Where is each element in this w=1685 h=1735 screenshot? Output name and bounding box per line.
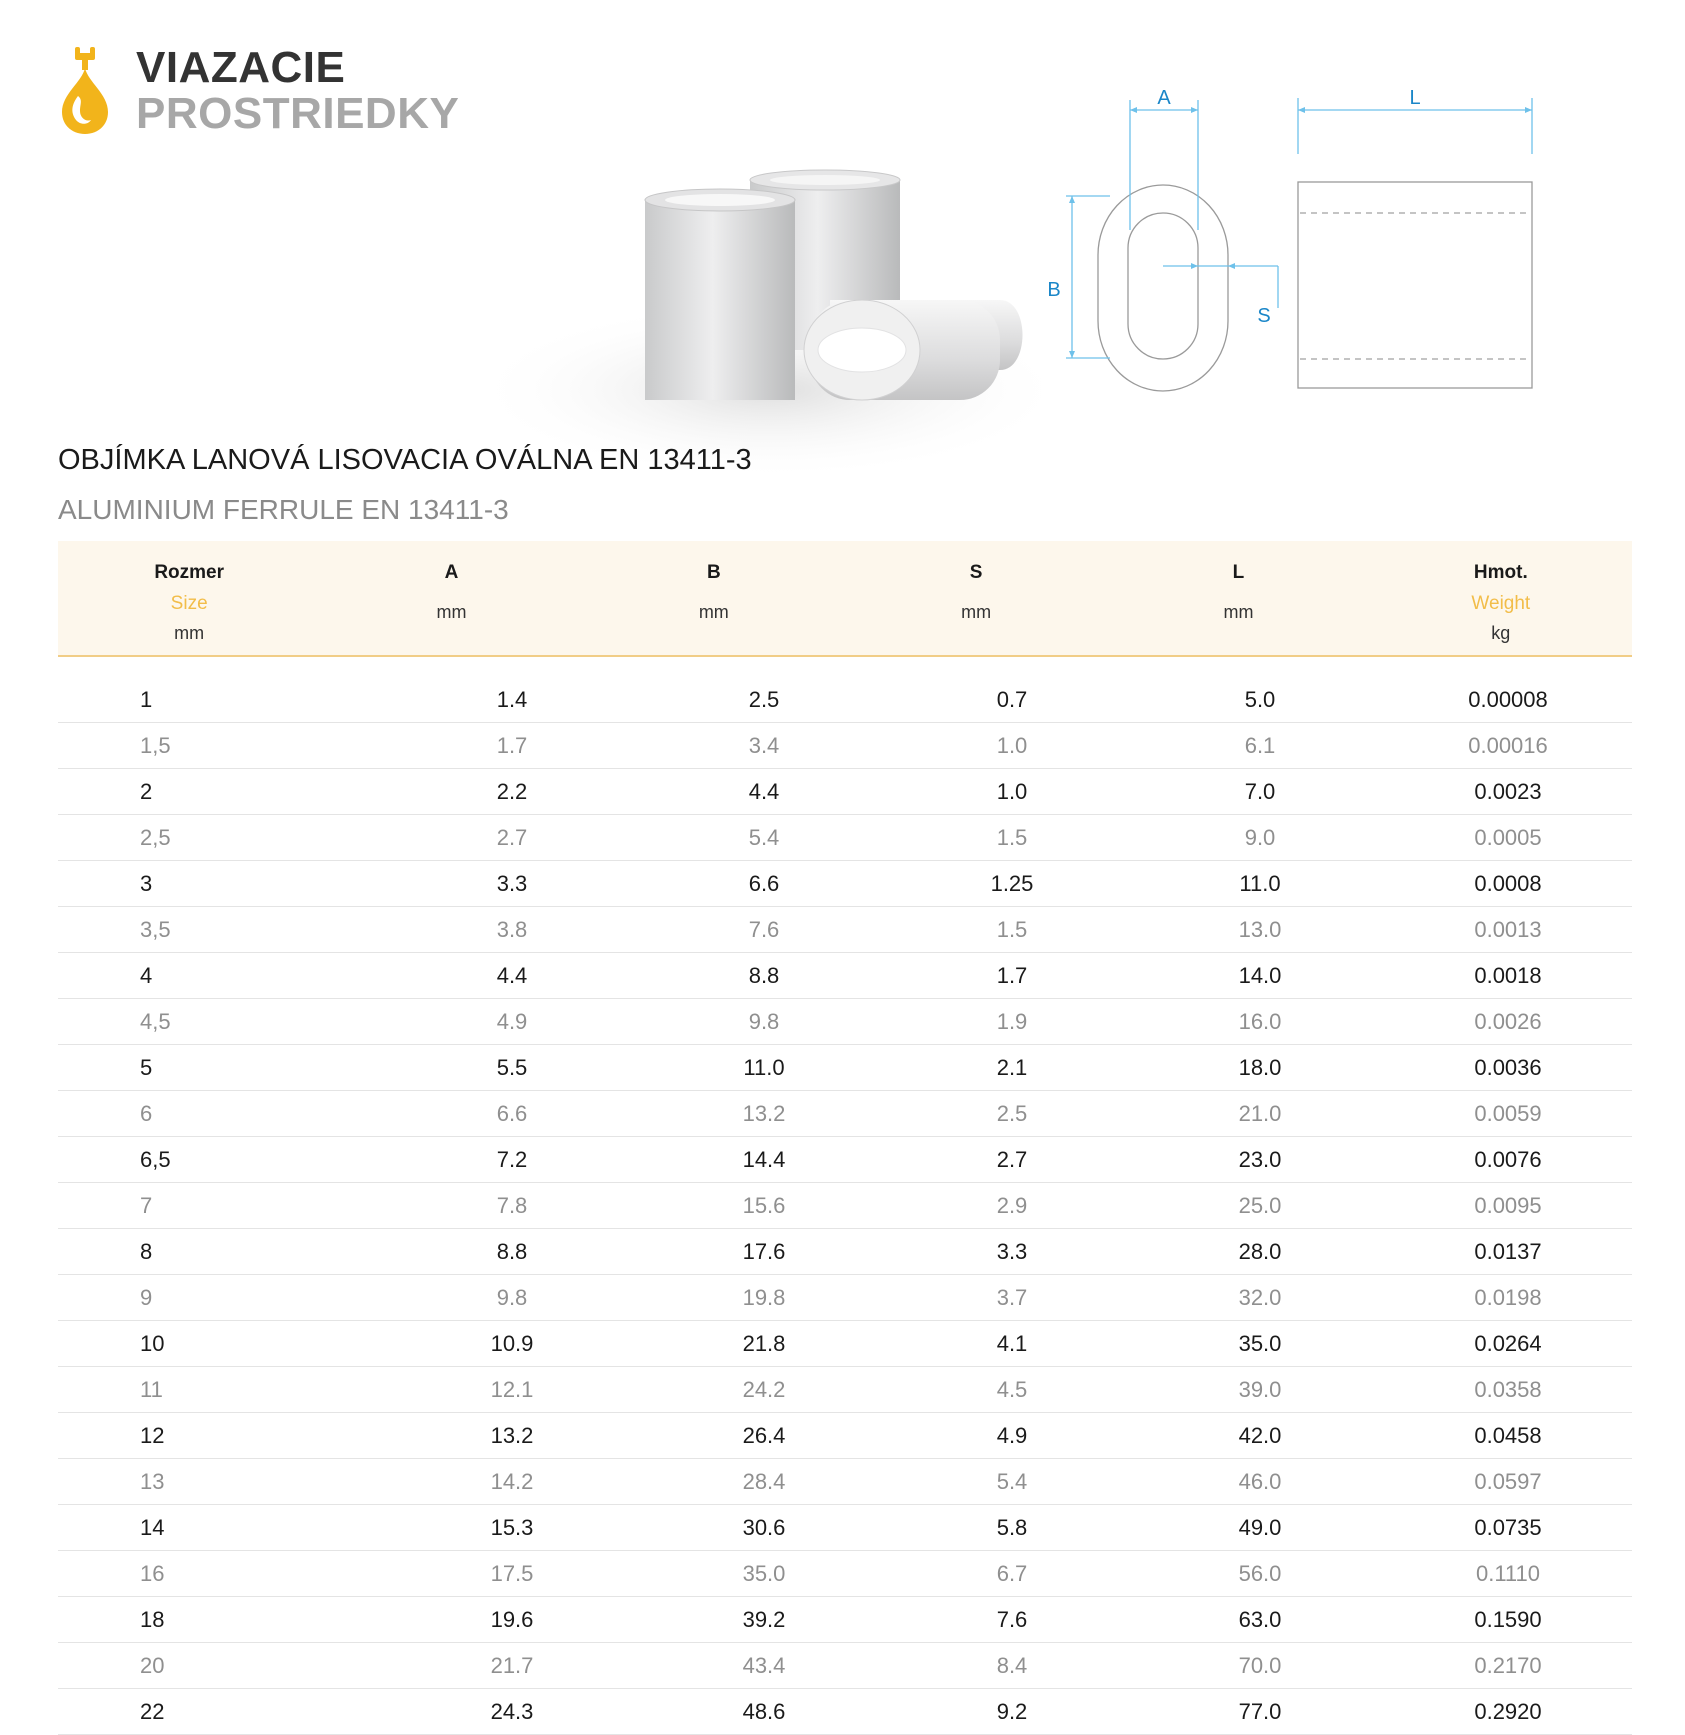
column-header-english: Weight [1471,593,1531,614]
table-cell: 3,5 [140,916,171,942]
table-row [58,1275,1632,1321]
table-cell: 4.1 [996,1330,1028,1356]
table-cell: 24.3 [490,1698,534,1724]
table-cell: 0.0036 [1474,1054,1542,1080]
table-cell: 1.0 [996,778,1028,804]
table-cell: 4.4 [748,778,780,804]
table-cell: 11 [140,1376,163,1402]
table-cell: 14.4 [742,1146,786,1172]
table-cell: 17.5 [490,1560,534,1586]
table-cell: 49.0 [1238,1514,1282,1540]
table-cell: 28.0 [1238,1238,1282,1264]
table-cell: 0.0008 [1474,870,1542,896]
table-body [58,677,1632,1735]
table-cell: 9 [140,1284,153,1310]
table-cell: 39.2 [742,1606,786,1632]
table-row [58,1413,1632,1459]
table-cell: 1.4 [496,686,528,712]
table-cell: 19.8 [742,1284,786,1310]
column-header-english: Size [170,593,208,614]
table-cell: 35.0 [742,1560,786,1586]
column-header [1370,541,1632,655]
table-cell: 25.0 [1238,1192,1282,1218]
table-row [58,723,1632,769]
table-cell: 0.0358 [1474,1376,1542,1402]
column-header [845,541,1107,655]
table-cell: 11.0 [743,1054,785,1080]
table-cell: 0.1110 [1475,1560,1541,1586]
table-cell: 18.0 [1238,1054,1282,1080]
table-cell: 8.8 [748,962,780,988]
table-cell: 10.9 [490,1330,534,1356]
product-subtitle: ALUMINIUM FERRULE EN 13411-3 [58,494,509,525]
table-cell: 20 [140,1652,165,1678]
column-header [583,541,845,655]
table-cell: 5.8 [996,1514,1028,1540]
table-cell: 35.0 [1238,1330,1282,1356]
table-cell: 6.6 [748,870,780,896]
table-cell: 19.6 [490,1606,534,1632]
table-cell: 4 [140,962,153,988]
table-cell: 15.6 [742,1192,786,1218]
table-cell: 0.0059 [1474,1100,1542,1126]
table-cell: 22 [140,1698,165,1724]
table-cell: 48.6 [742,1698,786,1724]
table-cell: 0.0026 [1474,1008,1542,1034]
column-header [320,541,582,655]
table-cell: 1.0 [996,732,1028,758]
table-cell: 0.0095 [1474,1192,1542,1218]
table-cell: 14.0 [1238,962,1282,988]
table-cell: 56.0 [1238,1560,1282,1586]
table-cell: 15.3 [490,1514,534,1540]
table-row [58,1551,1632,1597]
table-cell: 2,5 [140,824,171,850]
table-cell: 7.0 [1244,778,1276,804]
column-header-unit: mm [174,623,205,643]
table-cell: 5.5 [496,1054,528,1080]
table-cell: 14.2 [490,1468,534,1494]
table-cell: 12 [140,1422,165,1448]
table-cell: 4,5 [140,1008,171,1034]
column-header [58,541,320,655]
column-header-unit: mm [436,602,467,622]
table-cell: 3.4 [748,732,780,758]
table-row [58,1367,1632,1413]
table-row [58,815,1632,861]
table-cell: 21.8 [742,1330,786,1356]
table-cell: 2 [140,778,153,804]
table-cell: 0.0458 [1474,1422,1542,1448]
table-cell: 0.0076 [1474,1146,1542,1172]
column-header-unit: mm [961,602,992,622]
table-cell: 9.8 [748,1008,780,1034]
table-row [58,999,1632,1045]
column-header-label: S [969,562,983,583]
table-cell: 13 [140,1468,165,1494]
table-cell: 21.0 [1238,1100,1282,1126]
table-cell: 8 [140,1238,153,1264]
table-cell: 0.0264 [1474,1330,1542,1356]
table-cell: 5 [140,1054,153,1080]
table-cell: 42.0 [1238,1422,1282,1448]
table-cell: 13.2 [742,1100,786,1126]
table-cell: 7.6 [748,916,780,942]
table-cell: 17.6 [742,1238,786,1264]
table-cell: 2.9 [996,1192,1028,1218]
table-cell: 1.5 [996,916,1028,942]
table-cell: 4.9 [496,1008,528,1034]
table-cell: 7.2 [496,1146,528,1172]
column-header-unit: mm [1223,602,1254,622]
table-cell: 77.0 [1238,1698,1282,1724]
diagram-label-b: B [1047,279,1061,301]
table-cell: 70.0 [1238,1652,1282,1678]
table-header [58,541,1632,657]
table-cell: 2.1 [996,1054,1028,1080]
table-cell: 6.1 [1244,732,1276,758]
table-row [58,1091,1632,1137]
table-cell: 10 [140,1330,165,1356]
table-cell: 3 [140,870,153,896]
table-cell: 0.2170 [1474,1652,1542,1678]
table-cell: 2.7 [496,824,528,850]
table-cell: 32.0 [1238,1284,1282,1310]
table-row [58,1321,1632,1367]
table-row [58,1229,1632,1275]
table-cell: 2.2 [496,778,528,804]
table-cell: 3.7 [996,1284,1028,1310]
table-cell: 0.0137 [1474,1238,1542,1264]
table-cell: 0.0198 [1474,1284,1542,1310]
table-row [58,1689,1632,1735]
brand-logo [58,44,478,144]
column-header-unit: mm [698,602,729,622]
table-cell: 6 [140,1100,153,1126]
table-cell: 28.4 [742,1468,786,1494]
table-cell: 18 [140,1606,165,1632]
ferrule-photo [470,160,1070,460]
table-cell: 46.0 [1238,1468,1282,1494]
column-header-label: B [706,562,721,583]
table-cell: 5.4 [996,1468,1028,1494]
table-row [58,677,1632,723]
table-cell: 43.4 [742,1652,786,1678]
table-cell: 3.3 [496,870,528,896]
table-cell: 6.6 [496,1100,528,1126]
diagram-label-l: L [1409,87,1421,109]
table-row [58,953,1632,999]
table-cell: 1,5 [140,732,171,758]
table-cell: 0.00016 [1468,732,1548,758]
product-title: OBJÍMKA LANOVÁ LISOVACIA OVÁLNA EN 13411-3 [58,444,752,476]
table-row [58,861,1632,907]
brand-line2: PROSTRIEDKY [136,89,460,138]
table-cell: 8.4 [996,1652,1028,1678]
table-cell: 0.7 [996,686,1028,712]
table-cell: 1.5 [996,824,1028,850]
column-header [1107,541,1369,655]
table-cell: 23.0 [1238,1146,1282,1172]
table-cell: 4.9 [996,1422,1028,1448]
column-header-unit: kg [1491,623,1511,643]
table-cell: 16 [140,1560,165,1586]
table-row [58,1183,1632,1229]
table-cell: 6.7 [996,1560,1028,1586]
brand-line1: VIAZACIE [136,43,346,92]
table-cell: 2.5 [996,1100,1028,1126]
table-cell: 0.0018 [1474,962,1542,988]
table-cell: 4.5 [996,1376,1028,1402]
table-row [58,1459,1632,1505]
table-cell: 7 [140,1192,153,1218]
table-cell: 0.00008 [1468,686,1548,712]
table-cell: 8.8 [496,1238,528,1264]
column-header-label: L [1232,562,1245,583]
table-cell: 21.7 [490,1652,534,1678]
table-row [58,1643,1632,1689]
table-row [58,1137,1632,1183]
table-cell: 5.0 [1244,686,1276,712]
table-cell: 7.6 [996,1606,1028,1632]
table-cell: 3.3 [996,1238,1028,1264]
table-cell: 1.7 [496,732,528,758]
table-cell: 0.2920 [1474,1698,1542,1724]
table-row [58,1597,1632,1643]
table-cell: 0.0597 [1474,1468,1542,1494]
table-cell: 9.2 [996,1698,1028,1724]
table-cell: 14 [140,1514,165,1540]
table-cell: 9.0 [1244,824,1276,850]
table-cell: 4.4 [496,962,528,988]
table-cell: 24.2 [742,1376,786,1402]
table-cell: 11.0 [1239,870,1281,896]
table-row [58,907,1632,953]
table-cell: 3.8 [496,916,528,942]
table-cell: 26.4 [742,1422,786,1448]
table-cell: 7.8 [496,1192,528,1218]
spec-table [58,541,1632,1735]
table-cell: 13.2 [490,1422,534,1448]
table-cell: 16.0 [1238,1008,1282,1034]
table-cell: 13.0 [1238,916,1282,942]
table-cell: 63.0 [1238,1606,1282,1632]
table-cell: 5.4 [748,824,780,850]
column-header-label: Rozmer [154,562,224,583]
table-cell: 0.1590 [1474,1606,1542,1632]
table-cell: 2.5 [748,686,780,712]
table-cell: 0.0005 [1474,824,1542,850]
table-cell: 39.0 [1238,1376,1282,1402]
table-cell: 0.0013 [1474,916,1542,942]
table-cell: 6,5 [140,1146,171,1172]
table-cell: 30.6 [742,1514,786,1540]
table-cell: 1.9 [996,1008,1028,1034]
dimension-diagram [1047,87,1650,420]
table-cell: 0.0023 [1474,778,1542,804]
diagram-label-a: A [1157,87,1171,109]
table-row [58,1505,1632,1551]
diagram-label-s: S [1257,305,1271,327]
table-cell: 12.1 [490,1376,534,1402]
table-cell: 0.0735 [1474,1514,1542,1540]
column-header-label: A [444,562,459,583]
table-row [58,769,1632,815]
table-row [58,1045,1632,1091]
hook-drop-icon [58,44,114,136]
table-cell: 1.7 [996,962,1028,988]
table-cell: 2.7 [996,1146,1028,1172]
column-header-label: Hmot. [1473,562,1528,583]
table-cell: 1 [140,686,153,712]
table-cell: 1.25 [990,870,1034,896]
table-cell: 9.8 [496,1284,528,1310]
